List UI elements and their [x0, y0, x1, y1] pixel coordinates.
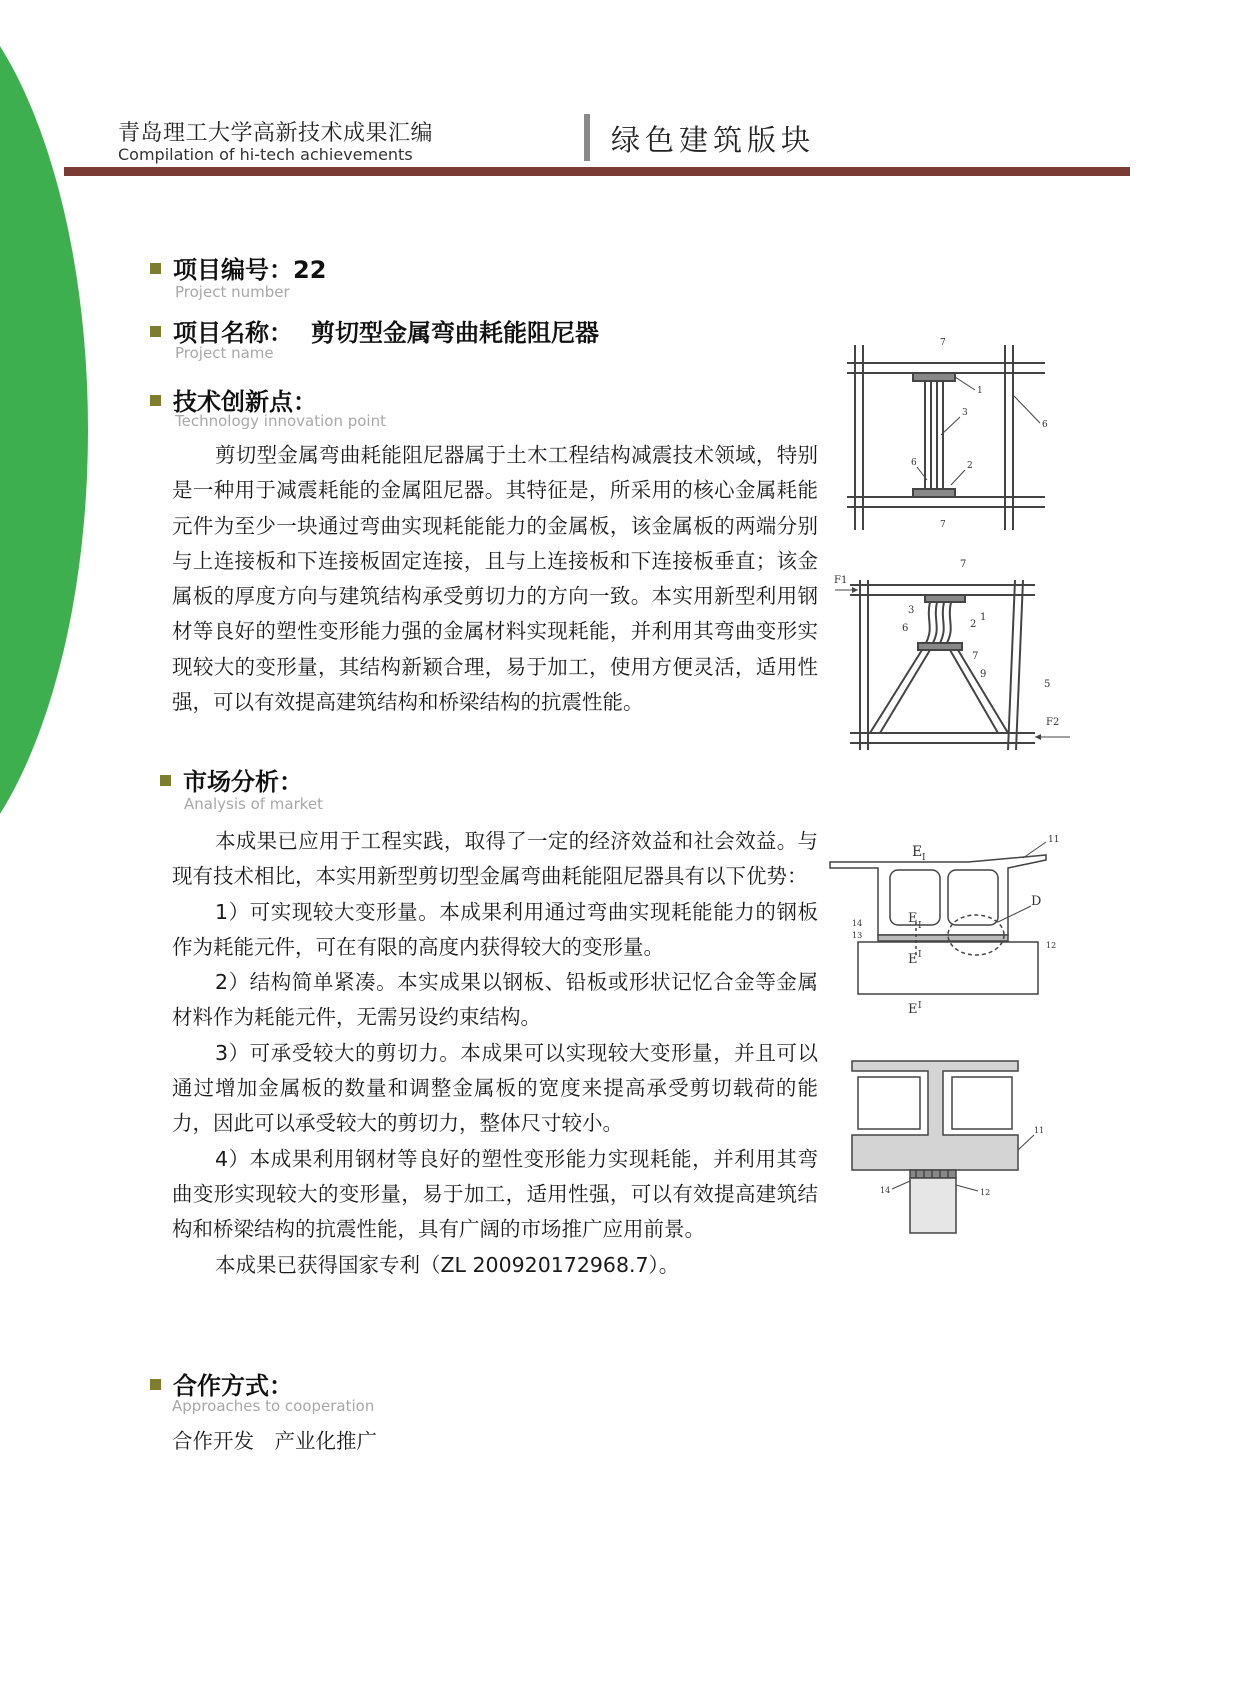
fig3-label-i-top: I	[922, 853, 926, 863]
cooperation-en: Approaches to cooperation	[172, 1397, 375, 1415]
fig2-label-6: 7	[972, 651, 979, 662]
market-point-4: 4）本成果利用钢材等良好的塑性变形能力实现耗能，并利用其弯曲变形实现较大的变形量，易于加工，适用性强，可以有效提高建筑结构和桥梁结构的抗震性能，具有广阔的市场推广应用前景。	[172, 1146, 818, 1242]
fig3-label-e-low: E	[908, 952, 918, 967]
fig2-label-2: 3	[908, 605, 915, 616]
fig2-label-8: 5	[1044, 679, 1051, 690]
innovation-label: 技术创新点：	[173, 388, 317, 416]
market-heading	[160, 762, 303, 797]
header-title-cn: 青岛理工大学高新技术成果汇编	[118, 121, 434, 146]
bullet-icon	[150, 395, 161, 406]
cooperation-heading	[150, 1366, 293, 1401]
bullet-icon	[150, 1379, 161, 1390]
fig1-label-1: 7	[940, 338, 946, 348]
fig3-label-i-low: I	[918, 950, 922, 960]
market-text-block	[172, 824, 818, 1283]
fig4-label-12: 12	[980, 1188, 991, 1197]
fig3-label-14: 14	[852, 919, 863, 928]
decorative-green-shape	[0, 0, 88, 900]
project-name-heading	[150, 313, 599, 348]
fig2-label-5: 6	[902, 623, 909, 634]
fig3-label-e-top: E	[912, 844, 923, 860]
bullet-icon	[150, 326, 161, 337]
project-number-en: Project number	[175, 283, 290, 301]
project-number-heading	[150, 250, 326, 285]
fig3-label-12: 12	[1046, 941, 1057, 950]
fig2-label-4: 2	[970, 619, 977, 630]
fig2-label-3: 1	[980, 612, 987, 623]
bullet-icon	[160, 775, 171, 786]
header-divider	[584, 114, 590, 161]
market-paragraph-1: 本成果已应用于工程实践，取得了一定的经济效益和社会效益。与现有技术相比，本实用新型剪切型金属弯曲耗能阻尼器具有以下优势：	[172, 829, 818, 889]
fig1-label-2: 1	[977, 386, 983, 396]
market-en: Analysis of market	[184, 795, 324, 813]
cooperation-text: 合作开发 产业化推广	[172, 1429, 377, 1453]
innovation-paragraph: 剪切型金属弯曲耗能阻尼器属于土木工程结构减震技术领域，特别是一种用于减震耗能的金属阻尼器。其特征是，所采用的核心金属耗能元件为至少一块通过弯曲实现耗能能力的金属板，该金属板的两端分别与上连接板和下连接板固定连接，且与上连接板和下连接板垂直；该金属板的厚度方向与建筑结构承受剪切力的方向一致。本实用新型利用钢材等良好的塑性变形能力强的金属材料实现耗能，并利用其弯曲变形实现较大的变形量，其结构新颖合理，易于加工，使用方便灵活，适用性强，可以有效提高建筑结构和桥梁结构的抗震性能。	[172, 443, 818, 715]
project-number-label: 项目编号：22	[173, 256, 327, 284]
fig2-label-f1: F1	[834, 575, 848, 586]
figure-girder-detail	[848, 1055, 1045, 1235]
fig3-label-e-mid: E	[908, 911, 918, 926]
project-name-value: 剪切型金属弯曲耗能阻尼器	[311, 319, 599, 347]
fig1-label-4: 6	[1042, 420, 1048, 430]
market-patent: 本成果已获得国家专利（ZL 200920172968.7）。	[215, 1252, 680, 1277]
fig3-label-i-mid: I	[918, 921, 922, 931]
fig3-label-11: 11	[1048, 835, 1060, 845]
figure-bridge-section	[828, 830, 1068, 1020]
innovation-en: Technology innovation point	[175, 412, 386, 430]
bullet-icon	[150, 263, 161, 274]
cooperation-label: 合作方式：	[173, 1372, 293, 1400]
innovation-text-block	[172, 438, 818, 720]
fig3-label-d: D	[1031, 894, 1042, 909]
fig3-label-e-bottom: E	[908, 1002, 918, 1017]
figure-damper-braced-frame	[830, 555, 1070, 755]
fig1-label-6: 2	[967, 461, 973, 471]
project-name-en: Project name	[175, 344, 274, 362]
project-name-label: 项目名称：	[173, 319, 293, 347]
market-point-1: 1）可实现较大变形量。本成果利用通过弯曲实现耗能能力的钢板作为耗能元件，可在有限的高度内获得较大的变形量。	[172, 899, 818, 959]
fig1-label-7: 7	[940, 520, 946, 530]
fig2-label-1: 7	[960, 559, 967, 570]
fig3-label-i-bottom: I	[918, 1001, 922, 1011]
section-name: 绿色建筑版块	[611, 123, 816, 157]
fig1-label-3: 3	[962, 408, 968, 418]
fig4-label-11: 11	[1034, 1126, 1045, 1135]
market-label: 市场分析：	[183, 768, 303, 796]
fig1-label-5: 6	[911, 458, 917, 468]
header-rule	[64, 167, 1130, 176]
header-title-en: Compilation of hi-tech achievements	[118, 145, 413, 164]
fig3-label-13: 13	[852, 931, 863, 940]
figure-damper-frame	[845, 335, 1055, 535]
fig2-label-7: 9	[980, 669, 987, 680]
fig2-label-f2: F2	[1046, 717, 1060, 728]
market-point-3: 3）可承受较大的剪切力。本成果可以实现较大变形量，并且可以通过增加金属板的数量和调整金属板的宽度来提高承受剪切载荷的能力，因此可以承受较大的剪切力，整体尺寸较小。	[172, 1040, 818, 1136]
fig4-label-14: 14	[880, 1186, 891, 1195]
market-point-2: 2）结构简单紧凑。本实成果以钢板、铅板或形状记忆合金等金属材料作为耗能元件，无需另设约束结构。	[172, 970, 818, 1030]
